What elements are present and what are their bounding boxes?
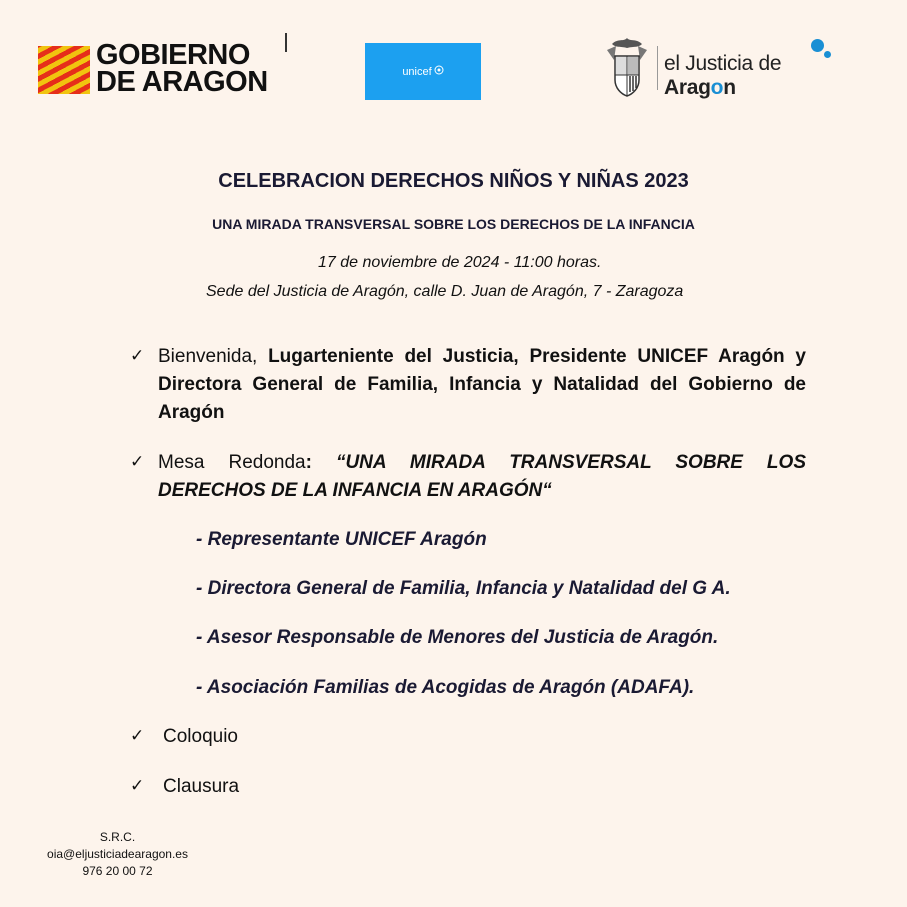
contact-footer — [20, 829, 215, 880]
justicia-logo-text — [664, 52, 854, 100]
blue-dot-icon — [811, 39, 824, 52]
round-table-colon: : — [305, 452, 336, 473]
round-table-topic: “UNA MIRADA TRANSVERSAL SOBRE LOS DERECHOS DE LA INFANCIA EN ARAGÓN“ — [158, 452, 806, 501]
divider — [285, 33, 287, 52]
checkmark-icon: ✓ — [130, 726, 145, 745]
justicia-logo-name-end: n — [723, 76, 736, 99]
unicef-logo-text: unicef — [402, 65, 432, 78]
coat-of-arms-icon — [604, 36, 650, 98]
justicia-logo-name-o: o — [710, 76, 724, 99]
divider — [657, 46, 658, 90]
event-venue: Sede del Justicia de Aragón, calle D. Juan de Aragón, 7 - Zaragoza — [206, 283, 684, 300]
gobierno-logo-line1: GOBIERNO — [96, 39, 250, 71]
agenda-item-round-table — [158, 449, 806, 505]
blue-dot-icon — [824, 51, 831, 58]
justicia-logo-name — [664, 76, 736, 99]
welcome-lead: Bienvenida, — [158, 346, 269, 367]
checkmark-icon: ✓ — [130, 346, 145, 365]
gobierno-logo-text — [96, 39, 268, 98]
agenda-item-welcome — [158, 343, 806, 427]
round-table-lead: Mesa Redonda — [158, 452, 306, 473]
unicef-globe-icon — [434, 65, 444, 78]
agenda-item-closing: Clausura — [163, 776, 240, 797]
footer-org: S.R.C. — [99, 830, 136, 844]
aragon-flag-icon — [38, 46, 90, 94]
checkmark-icon: ✓ — [130, 452, 145, 471]
welcome-speakers: Lugarteniente del Justicia, Presidente UNICEF Aragón y Directora General de Familia, Infancia y Natalidad del Gobierno de Aragón — [158, 346, 806, 423]
panelist-item: - Asesor Responsable de Menores del Justicia de Aragón. — [196, 627, 719, 648]
panelist-item: - Asociación Familias de Acogidas de Aragón (ADAFA). — [196, 677, 695, 698]
page-title: CELEBRACION DERECHOS NIÑOS Y NIÑAS 2023 — [218, 170, 689, 192]
event-date: 17 de noviembre de 2024 - 11:00 horas. — [318, 254, 602, 271]
gobierno-logo-line2: DE ARAGON — [96, 66, 268, 98]
unicef-logo — [365, 43, 481, 100]
checkmark-icon: ✓ — [130, 776, 145, 795]
footer-phone: 976 20 00 72 — [82, 864, 153, 878]
gobierno-aragon-logo — [38, 39, 273, 98]
footer-email: oia@eljusticiadearagon.es — [47, 847, 188, 861]
panelist-item: - Directora General de Familia, Infancia y Natalidad del G A. — [196, 578, 731, 599]
agenda-item-colloquium: Coloquio — [163, 726, 238, 747]
justicia-logo-prefix: el Justicia de — [664, 52, 782, 75]
justicia-logo-name-start: Arag — [664, 76, 711, 99]
panelist-item: - Representante UNICEF Aragón — [196, 529, 487, 550]
page-subtitle: UNA MIRADA TRANSVERSAL SOBRE LOS DERECHOS DE LA INFANCIA — [212, 216, 695, 232]
justicia-aragon-logo — [604, 36, 854, 100]
